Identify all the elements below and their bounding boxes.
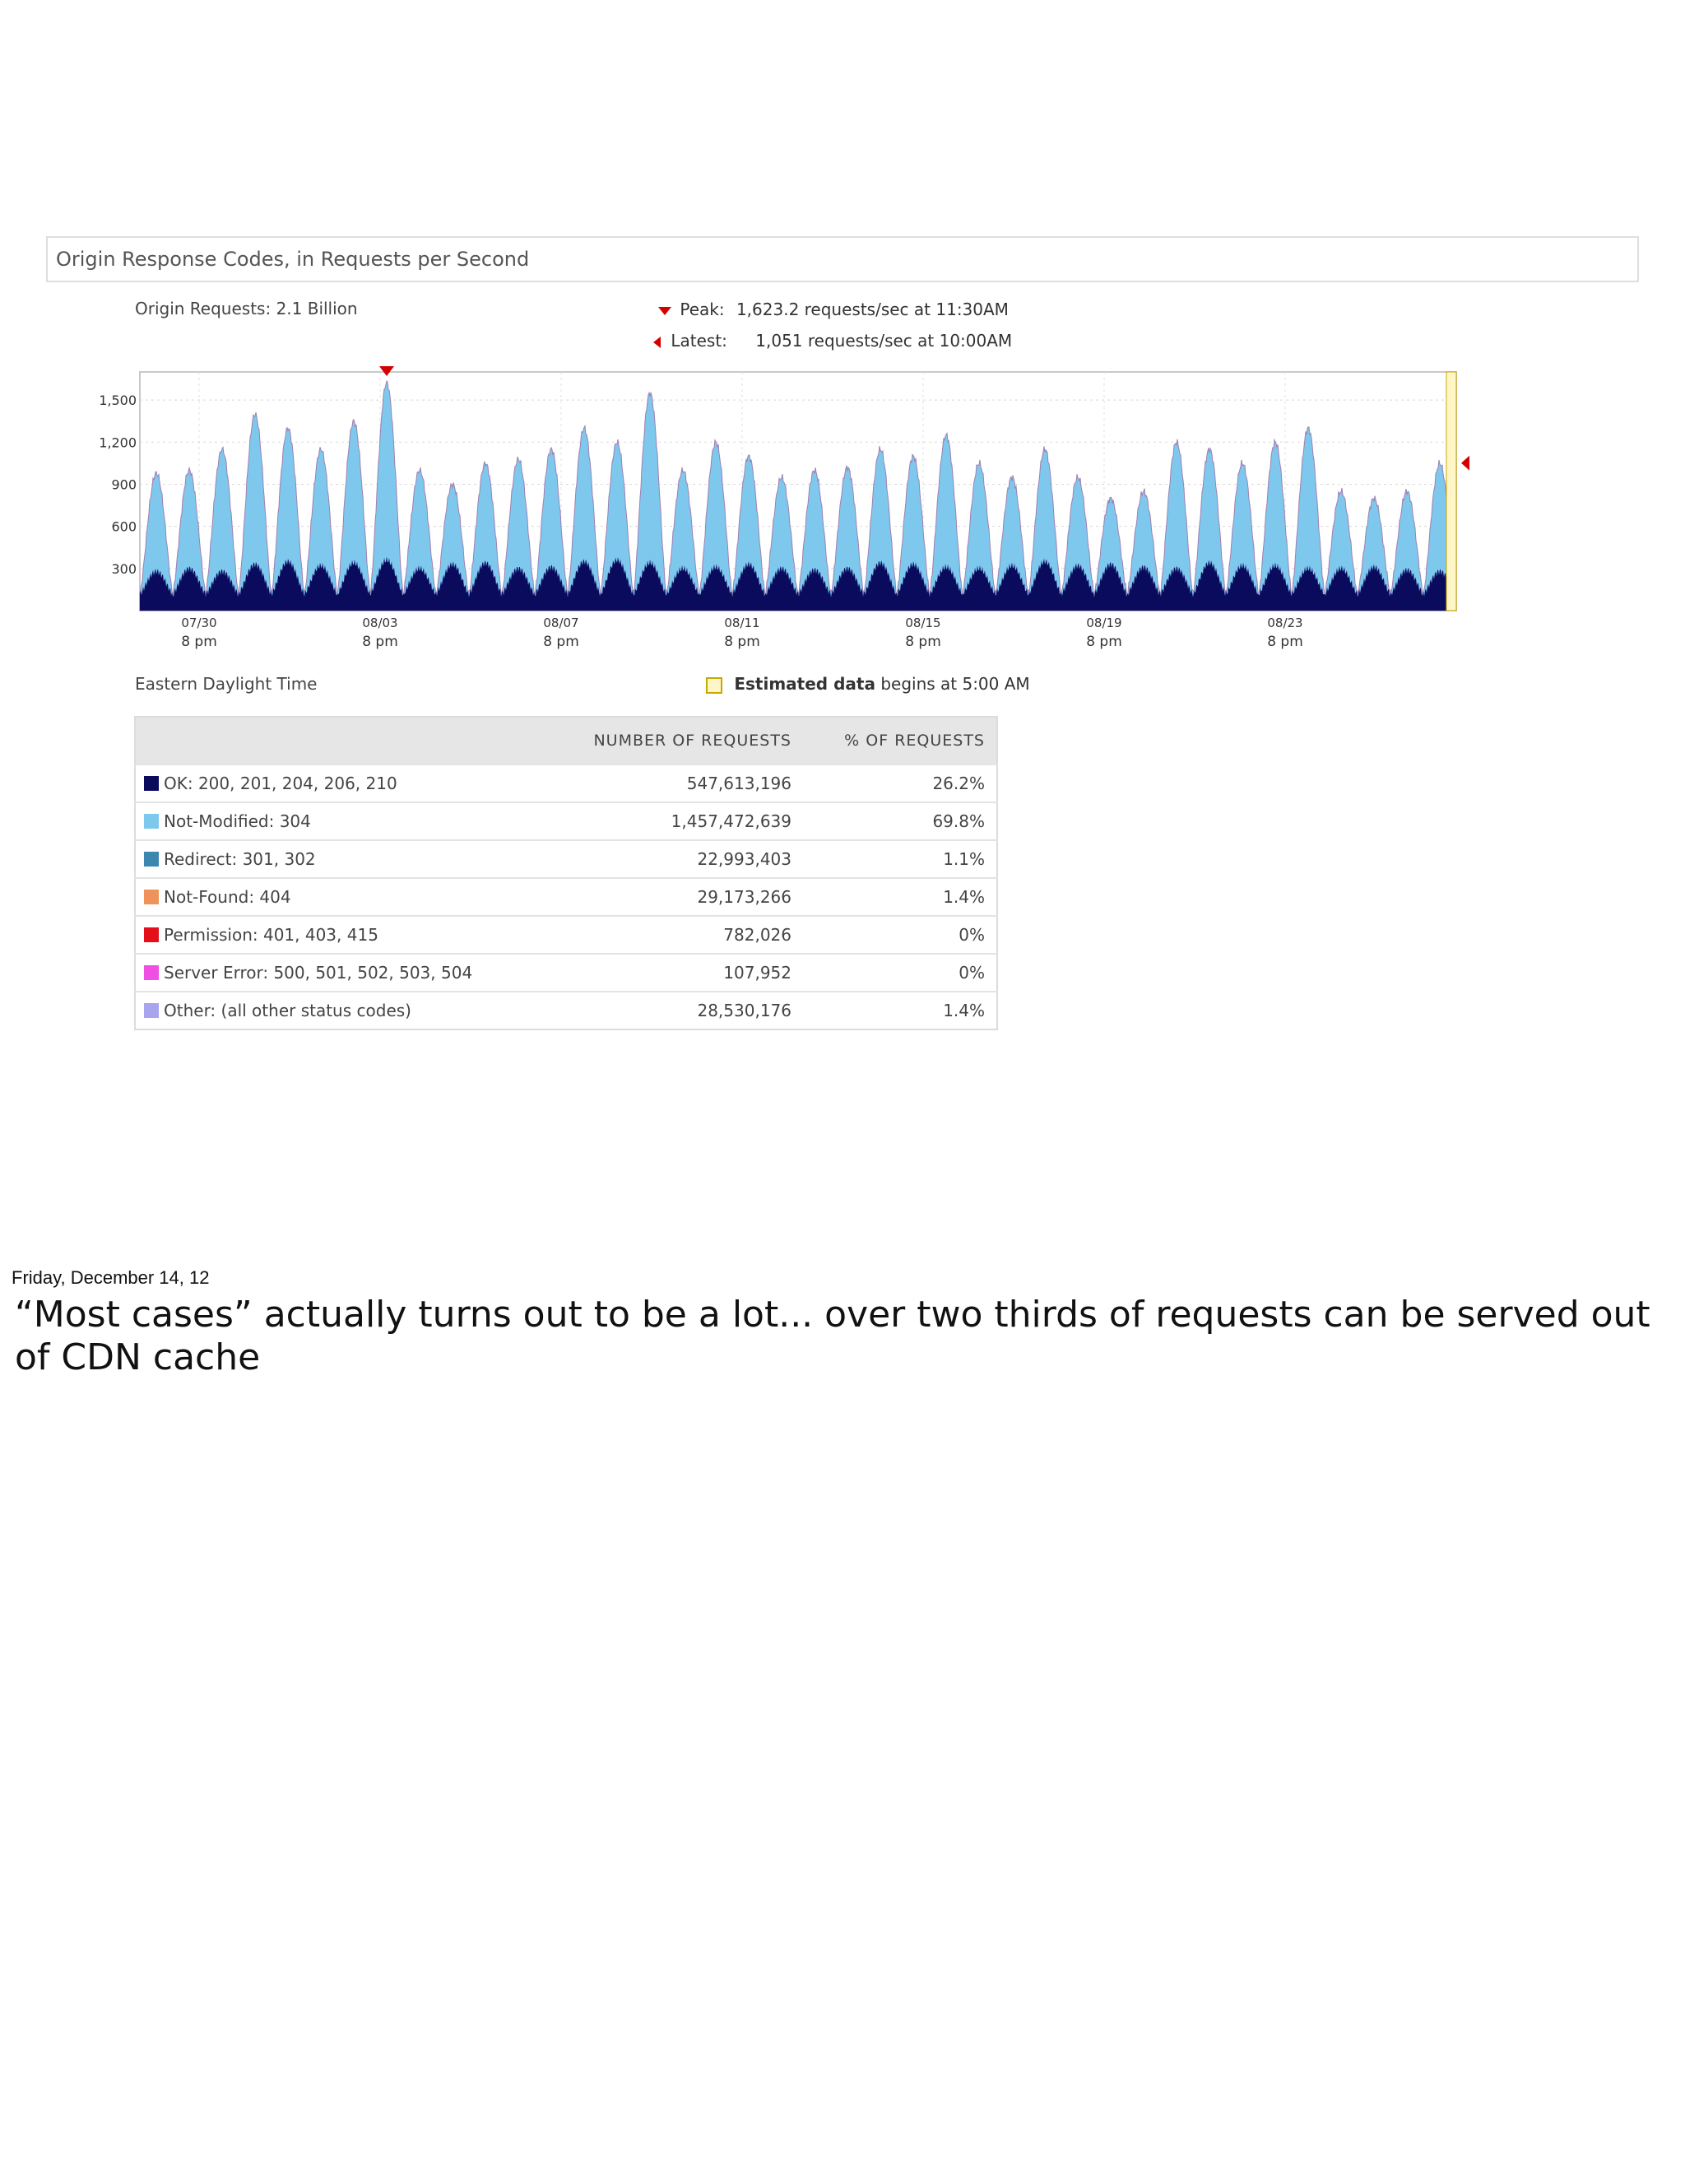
row-label: Permission: 401, 403, 415 [164,925,378,945]
row-number: 107,952 [544,954,803,992]
estimated-band [1446,372,1456,611]
x-tick-time: 8 pm [1086,634,1122,650]
x-tick-time: 8 pm [1267,634,1303,650]
row-number: 29,173,266 [544,878,803,916]
latest-marker-icon [653,337,661,348]
latest-row [653,331,1012,351]
peak-row [658,300,1009,319]
response-codes-table [134,716,998,1030]
row-label-cell [135,802,544,840]
peak-label: Peak: [680,300,725,319]
plot-frame [140,372,1456,611]
y-axis [99,393,137,577]
slide-date: Friday, December 14, 12 [12,1267,210,1288]
latest-marker [1461,456,1469,471]
row-percent: 26.2% [803,764,997,802]
y-tick-label: 600 [111,518,137,535]
row-number: 22,993,403 [544,840,803,878]
row-label-cell [135,992,544,1029]
row-number: 28,530,176 [544,992,803,1029]
row-label-cell [135,840,544,878]
legend-swatch-icon [144,852,159,867]
chart-grid [140,372,1456,611]
legend-swatch-icon [144,890,159,904]
x-tick-date: 08/11 [724,616,760,630]
table-header-row [135,717,997,764]
table-row [135,878,997,916]
table-row [135,802,997,840]
row-label-cell [135,954,544,992]
row-number: 547,613,196 [544,764,803,802]
legend-swatch-icon [144,965,159,980]
row-label: Server Error: 500, 501, 502, 503, 504 [164,963,473,983]
row-label: Redirect: 301, 302 [164,849,316,869]
y-tick-label: 1,200 [99,434,137,451]
slide-note: “Most cases” actually turns out to be a lot... over two thirds of requests can be served out of CDN cache [15,1294,1650,1378]
x-tick-time: 8 pm [724,634,760,650]
panel-title-bar [46,236,1639,282]
y-tick-label: 1,500 [99,393,137,409]
row-label: Other: (all other status codes) [164,1001,411,1020]
x-tick-date: 08/15 [905,616,941,630]
y-tick-label: 900 [111,476,137,493]
estimated-bold: Estimated data [734,674,875,694]
x-tick-time: 8 pm [905,634,941,650]
y-tick-label: 300 [111,560,137,577]
origin-requests-total: Origin Requests: 2.1 Billion [135,299,358,318]
col-percent-header: % OF REQUESTS [803,717,997,764]
estimated-swatch-icon [706,677,722,694]
row-percent: 1.4% [803,878,997,916]
timezone-label: Eastern Daylight Time [135,674,318,694]
row-label-cell [135,916,544,954]
legend-swatch-icon [144,776,159,791]
legend-swatch-icon [144,927,159,942]
latest-label: Latest: [671,331,727,351]
row-label: OK: 200, 201, 204, 206, 210 [164,774,397,793]
response-codes-chart [82,362,1481,658]
x-axis [181,616,1303,650]
row-label: Not-Found: 404 [164,887,291,907]
row-number: 782,026 [544,916,803,954]
col-number-header: NUMBER OF REQUESTS [544,717,803,764]
x-tick-date: 08/23 [1267,616,1303,630]
panel-title: Origin Response Codes, in Requests per Second [56,248,530,271]
legend-swatch-icon [144,814,159,829]
row-percent: 1.4% [803,992,997,1029]
table-row [135,992,997,1029]
row-percent: 0% [803,954,997,992]
row-percent: 0% [803,916,997,954]
x-tick-time: 8 pm [362,634,398,650]
x-tick-date: 07/30 [181,616,217,630]
row-percent: 1.1% [803,840,997,878]
row-percent: 69.8% [803,802,997,840]
x-tick-time: 8 pm [543,634,579,650]
table-row [135,840,997,878]
row-label-cell [135,764,544,802]
table-row [135,954,997,992]
x-tick-date: 08/07 [543,616,579,630]
estimated-note [706,674,1030,694]
peak-marker-icon [658,307,671,315]
peak-value: 1,623.2 requests/sec at 11:30AM [736,300,1009,319]
latest-value: 1,051 requests/sec at 10:00AM [755,331,1013,351]
row-label: Not-Modified: 304 [164,811,311,831]
table-header-blank [135,717,544,764]
x-tick-date: 08/03 [362,616,398,630]
legend-swatch-icon [144,1003,159,1018]
estimated-rest: begins at 5:00 AM [880,674,1030,694]
row-number: 1,457,472,639 [544,802,803,840]
table-row [135,764,997,802]
x-tick-date: 08/19 [1086,616,1122,630]
x-tick-time: 8 pm [181,634,217,650]
row-label-cell [135,878,544,916]
table-row [135,916,997,954]
